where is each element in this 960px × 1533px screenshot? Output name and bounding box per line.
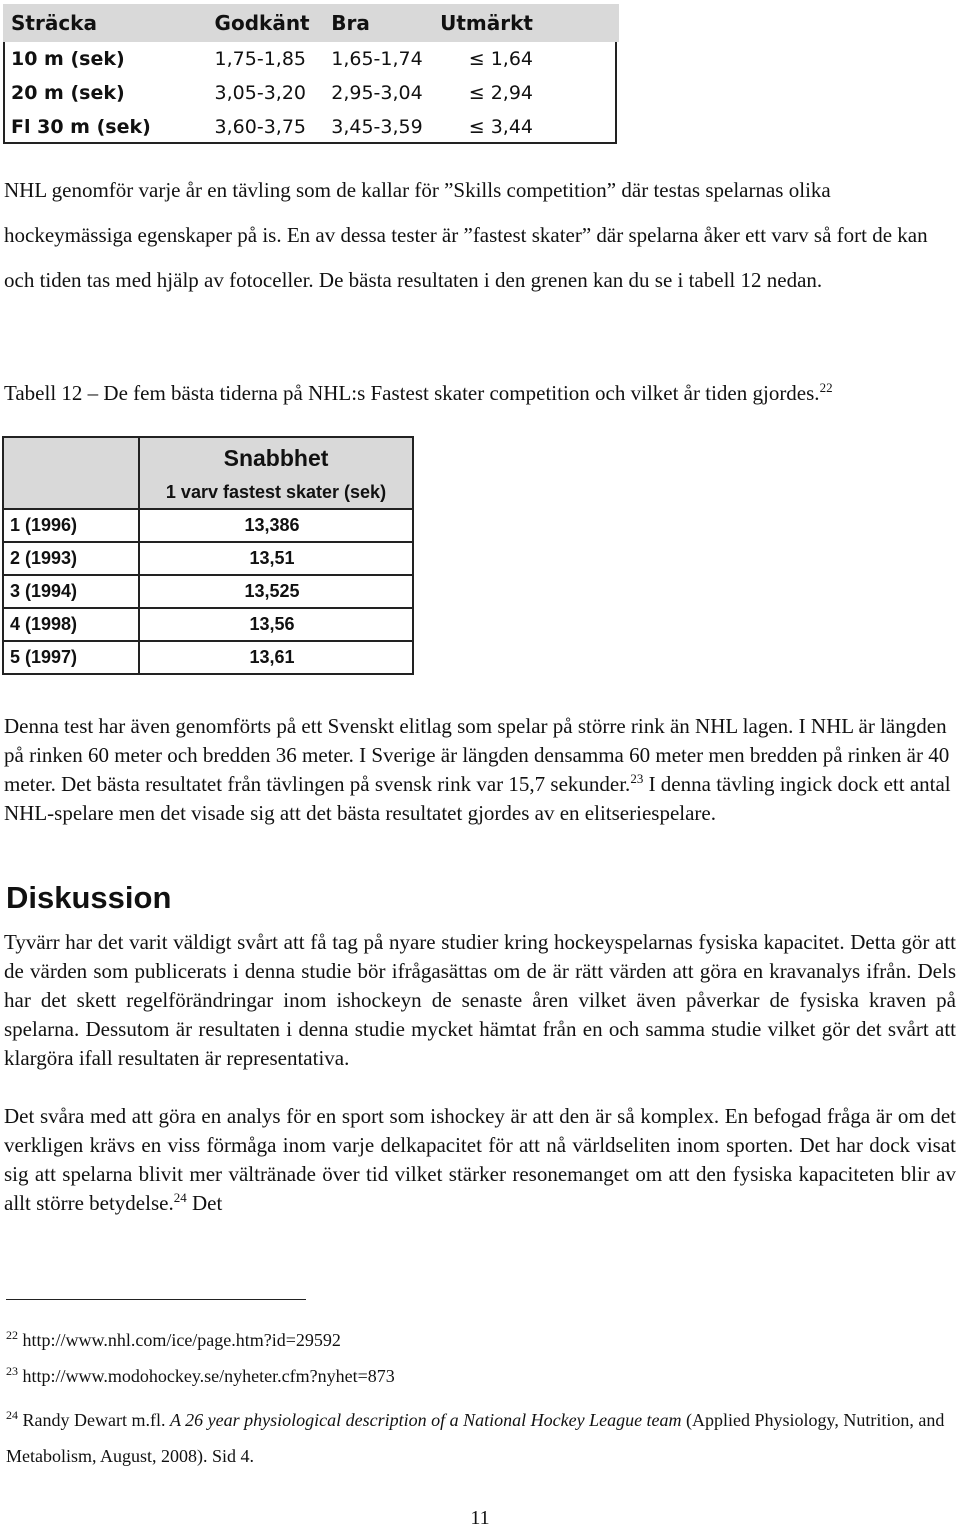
swedish-rink-paragraph <box>4 712 956 828</box>
paragraph-text: Denna test har även genomförts på ett Svenskt elitlag som spelar på större rink än NHL lagen. I NHL är längden på rinken 60 meter och bredden 36 meter. I Sverige är längden densamma 60 meter men bredden på rinken är 40 meter. Det bästa resultatet från tävlingen på svensk rink var 15,7 sekunder. <box>4 714 950 796</box>
header-cell: Godkänt <box>207 4 328 42</box>
rank-cell: 4 (1998) <box>3 608 139 641</box>
table-cell: ≤ 2,94 <box>468 82 533 104</box>
table-cell: 2,95-3,04 <box>331 82 423 104</box>
time-cell: 13,525 <box>139 575 413 608</box>
section-heading: Diskussion <box>6 880 172 915</box>
table-cell: Fl 30 m (sek) <box>11 116 151 138</box>
table-cell: 1,65-1,74 <box>331 48 423 70</box>
header-cell: Sträcka <box>3 4 207 42</box>
footnote-number: 23 <box>6 1364 18 1378</box>
empty-header-cell <box>3 437 139 509</box>
table-cell: 20 m (sek) <box>11 82 125 104</box>
table-cell: ≤ 3,44 <box>468 116 533 138</box>
rank-cell: 1 (1996) <box>3 509 139 542</box>
rank-cell: 5 (1997) <box>3 641 139 674</box>
footnote-number: 24 <box>6 1408 18 1422</box>
discussion-paragraph-2 <box>4 1102 956 1218</box>
footnote-number: 22 <box>6 1328 18 1342</box>
footnote-ref: 23 <box>630 771 644 786</box>
time-cell: 13,386 <box>139 509 413 542</box>
rank-cell: 2 (1993) <box>3 542 139 575</box>
table-row <box>3 608 413 641</box>
table-cell: 3,60-3,75 <box>214 116 307 138</box>
footnote-link[interactable]: http://www.nhl.com/ice/page.htm?id=29592 <box>22 1330 341 1350</box>
table-cell: 1,75-1,85 <box>214 48 307 70</box>
table-header-row <box>3 437 413 509</box>
test-standards-table <box>3 4 619 144</box>
time-cell: 13,51 <box>139 542 413 575</box>
table-cell: ≤ 1,64 <box>468 48 533 70</box>
table-subtitle: 1 varv fastest skater (sek) <box>165 482 387 502</box>
paragraph-text: I denna tävling ingick dock ett antal NHL-spelare men det visade sig att det bästa resultatet gjordes av en elitseriespelare. <box>4 772 951 825</box>
footnote-title: A 26 year physiological description of a National Hockey League team <box>169 1410 682 1430</box>
table-row <box>3 42 619 76</box>
footnote-text: Randy Dewart m.fl. <box>22 1410 170 1430</box>
page-number: 11 <box>470 1507 490 1529</box>
footnote-ref: 24 <box>173 1190 187 1205</box>
table-row <box>3 509 413 542</box>
footnote-divider <box>6 1299 306 1300</box>
footnote <box>6 1330 946 1351</box>
time-cell: 13,61 <box>139 641 413 674</box>
footnote <box>6 1402 946 1474</box>
header-cell: Bra <box>327 4 440 42</box>
table-title: Snabbhet <box>223 445 329 471</box>
footnote-link[interactable]: http://www.modohockey.se/nyheter.cfm?nyhet=873 <box>22 1366 395 1386</box>
table-cell: 10 m (sek) <box>11 48 125 70</box>
table-row <box>3 110 619 144</box>
table-header-row <box>3 4 619 42</box>
table-cell: 3,45-3,59 <box>331 116 423 138</box>
caption-text: Tabell 12 – De fem bästa tiderna på NHL:s Fastest skater competition och vilket år tiden gjordes. <box>4 381 820 405</box>
table-caption <box>4 378 956 408</box>
paragraph-text: Det <box>186 1191 223 1215</box>
table-cell: 3,05-3,20 <box>214 82 307 104</box>
rank-cell: 3 (1994) <box>3 575 139 608</box>
fastest-skater-table <box>2 436 414 675</box>
footnote-text: (Applied Physiology, Nutrition, and Metabolism, August, 2008). Sid 4. <box>6 1410 945 1466</box>
table-row <box>3 575 413 608</box>
paragraph-text: Det svåra med att göra en analys för en sport som ishockey är att den är så komplex. En befogad fråga är om det verkligen krävs en viss förmåga inom varje delkapacitet för att nå världseliten inom sporten. Det har dock visat sig att spelarna blivit mer vältränade över tid vilket stärker resonemanget om att den fysiska kapaciteten blir av allt större betydelse. <box>4 1104 956 1215</box>
time-cell: 13,56 <box>139 608 413 641</box>
table-row <box>3 76 619 110</box>
table-row <box>3 542 413 575</box>
header-cell <box>139 437 413 509</box>
discussion-paragraph-1: Tyvärr har det varit väldigt svårt att få tag på nyare studier kring hockeyspelarnas fysiska kapacitet. Detta gör att de värden som publicerats i denna studie bör ifrågasättas om de är rätt värden att göra en kravanalys ifrån. Dels har det skett regelförändringar inom ishockeyn de senaste åren vilket även påverkar de fysiska kraven på spelarna. Dessutom är resultaten i denna studie mycket hämtat från en och samma studie vilket gör det svårt att klargöra ifall resultaten är representativa. <box>4 930 956 1070</box>
table-row <box>3 641 413 674</box>
intro-paragraph: NHL genomför varje år en tävling som de kallar för ”Skills competition” där testas spelarnas olika hockeymässiga egenskaper på is. En av dessa tester är ”fastest skater” där spelarna åker ett varv så fort de kan och tiden tas med hjälp av fotoceller. De bästa resultaten i den grenen kan du se i tabell 12 nedan. <box>4 178 928 292</box>
footnote-ref: 22 <box>819 380 833 395</box>
footnote <box>6 1366 946 1387</box>
header-cell: Utmärkt <box>440 4 619 42</box>
